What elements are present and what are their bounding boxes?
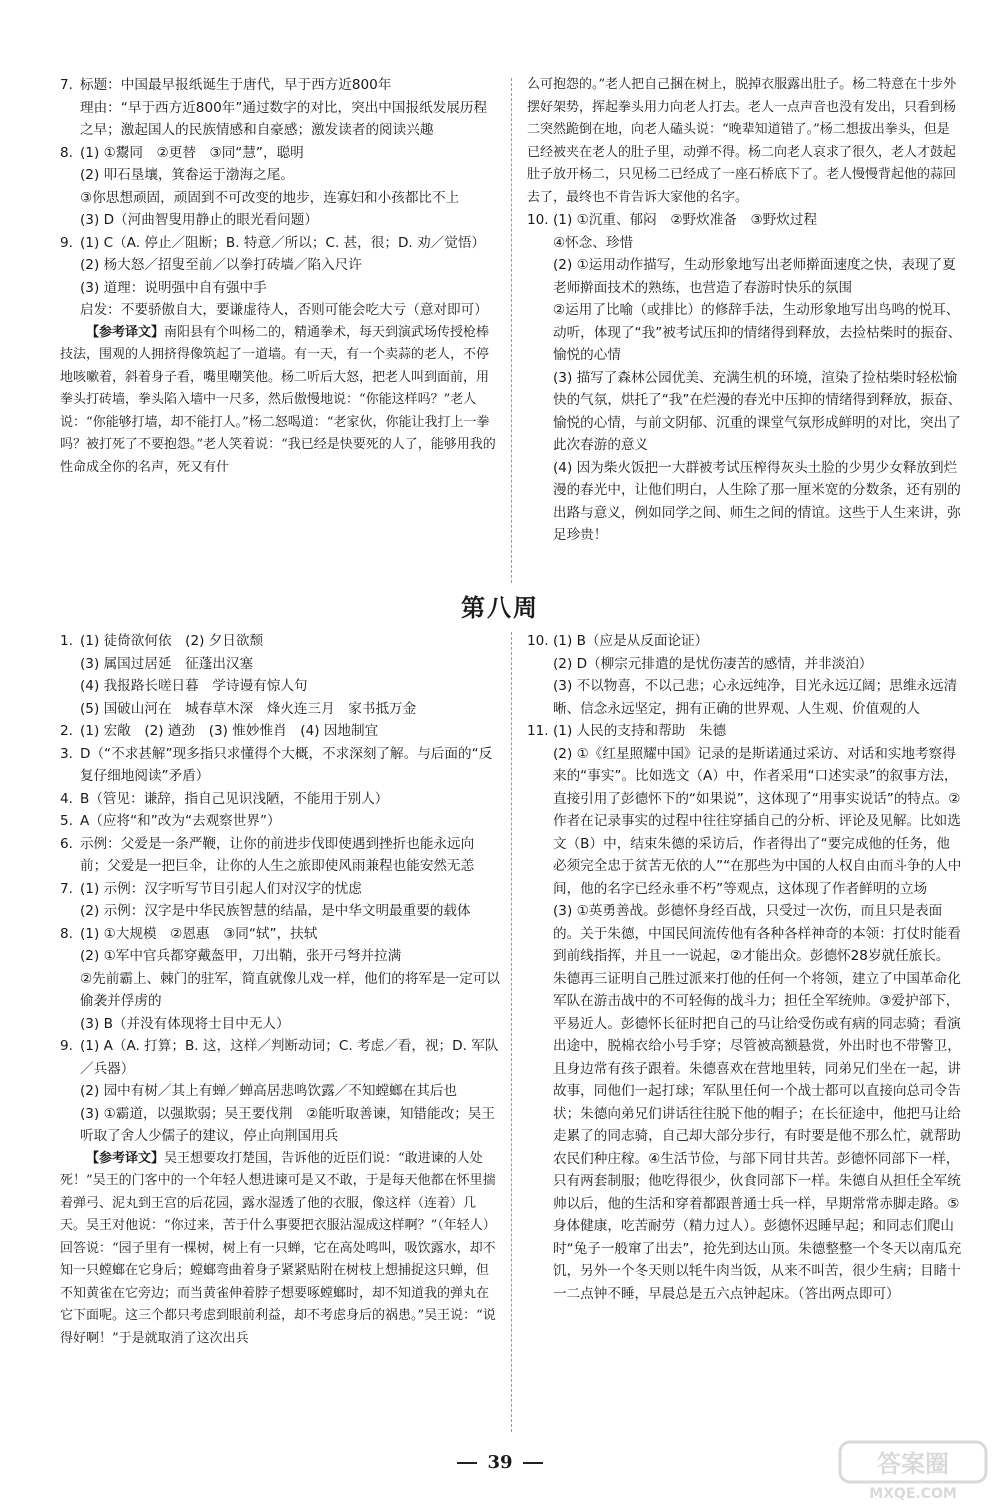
answer-1 bbox=[60, 630, 500, 720]
answer-line: (3) B（并没有体现将士目中无人） bbox=[80, 1015, 290, 1032]
answer-line: (1) 人民的支持和帮助 朱德 bbox=[553, 723, 727, 739]
answer-10 bbox=[527, 209, 962, 547]
answer-10 bbox=[527, 630, 962, 720]
translation-label: 【参考译文】 bbox=[86, 324, 165, 340]
answer-number: 4. bbox=[60, 790, 73, 807]
bottom-right-column bbox=[527, 630, 962, 1305]
answer-line: (3) ①英勇善战。彭德怀身经百战，只受过一次伤，而且只是表面的。关于朱德，中国民间流传他有各种各样神奇的本领：打仗时能看到前线指挥，并且一一说起，②才能出众。彭德怀28岁就任旅长。朱德再三证明自己胜过派来打他的任何一个将领，建立了中国革命化军队在游击战中的不可轻侮的战斗力；担任全军统帅。③爱护部下，平易近人。彭德怀长征时把自己的马让给受伤或有病的同志骑；看演出途中，脱棉衣给小号手穿；尽管被高额悬赏，外出时也不带警卫，且身边常有孩子跟着。朱德喜欢在营地里转，同弟兄们坐在一起，讲故事，同他们一起打球；军队里任何一个战士都可以直接向总司令告状；朱德向弟兄们讲话往往脱下他的帽子；在长征途中，他把马让给走累了的同志骑，自己却大部分步行，有时要是他不那么忙，就帮助农民们种庄稼。④生活节俭，与部下同甘共苦。彭德怀同部下一样，只有两套制服；他吃得很少，伙食同部下一样。朱德自从担任全军统帅以后，他的生活和穿着都跟普通士兵一样，早期常常赤脚走路。⑤身体健康，吃苦耐劳（精力过人）。彭德怀迟睡早起；和同志们爬山时“兔子一般窜了出去”，抢先到达山顶。朱德整整一个冬天以南瓜充饥，另外一个冬天则以牦牛肉当饭，从来不叫苦，很少生病；目睹十一二点钟不睡，早晨总是五六点钟起床。（答出两点即可） bbox=[553, 903, 962, 1302]
bottom-left-column bbox=[60, 630, 500, 1350]
answer-line: (1) ①沉重、郁闷 ②野炊准备 ③野炊过程 bbox=[553, 212, 818, 228]
answer-line: (1) C（A. 停止／阻断；B. 特意／所以；C. 甚，很；D. 劝／觉悟） bbox=[80, 234, 486, 251]
answer-number: 3. bbox=[60, 745, 73, 762]
answer-9 bbox=[60, 1035, 500, 1148]
answer-number: 6. bbox=[60, 835, 73, 852]
answer-number: 2. bbox=[60, 723, 73, 739]
answer-line: (1) ①鬻同 ②更替 ③同“慧”，聪明 bbox=[80, 144, 304, 161]
answer-line: (2) 示例：汉字是中华民族智慧的结晶，是中华文明最重要的载体 bbox=[80, 903, 471, 919]
translation-label: 【参考译文】 bbox=[86, 1150, 165, 1166]
answer-line: B（管见：谦辞，指自己见识浅陋，不能用于别人） bbox=[80, 790, 389, 807]
page-number-dash bbox=[523, 1462, 543, 1464]
answer-8 bbox=[60, 923, 500, 1036]
answer-number: 10. bbox=[527, 212, 549, 228]
answer-line: ③你思想顽固，顽固到不可改变的地步，连寡妇和小孩都比不上 bbox=[80, 189, 460, 206]
translation-text: 南阳县有个叫杨二的，精通拳术，每天到演武场传授枪棒技法，围观的人拥挤得像筑起了一道墙。有一天，有一个卖蒜的老人，不停地咳嗽着，斜着身子看，嘴里嘲笑他。杨二听后大怒，把老人叫到面前，用拳头打砖墙，拳头陷入墙中一尺多，然后傲慢地说：“你能这样吗？”老人说：“你能够打墙，却不能打人。”杨二怒喝道：“老家伙，你能让我打上一拳吗？被打死了不要抱怨。”老人笑着说：“我已经是快要死的人了，能够用我的性命成全你的名声，死又有什 bbox=[60, 324, 496, 475]
answer-number: 8. bbox=[60, 144, 73, 161]
answer-line: (4) 我报路长嗟日暮 学诗谩有惊人句 bbox=[80, 678, 308, 694]
answer-line: (3) ①霸道，以强欺弱；吴王要伐荆 ②能听取善谏，知错能改；吴王听取了舍人少儒子的建议，停止向荆国用兵 bbox=[80, 1105, 495, 1144]
answer-line: ④怀念、珍惜 bbox=[553, 234, 634, 251]
answer-11 bbox=[527, 720, 962, 1305]
page-number-value: 39 bbox=[487, 1452, 513, 1473]
answer-line: 理由：“早于西方近800年”通过数字的对比，突出中国报纸发展历程之早；激起国人的民族情感和自豪感；激发读者的阅读兴趣 bbox=[80, 99, 488, 138]
answer-line: (3) 描写了森林公园优美、充满生机的环境，渲染了捡枯柴时轻松愉快的气氛，烘托了“我”在烂漫的春光中压抑的情绪得到释放，振奋、愉悦的心情，与前文阴郁、沉重的课堂气氛形成鲜明的对比，突出了此次春游的意义 bbox=[553, 369, 962, 453]
page-number-dash bbox=[457, 1462, 477, 1464]
answer-number: 10. bbox=[527, 633, 549, 649]
section-title: 第八周 bbox=[461, 593, 539, 622]
top-left-column bbox=[60, 74, 500, 479]
answer-line: (1) 宏敞 (2) 遒劲 (3) 惟妙惟肖 (4) 因地制宜 bbox=[80, 723, 379, 739]
answer-line: D（“不求甚解”现多指只求懂得个大概，不求深刻了解。与后面的“反复仔细地阅读”矛盾） bbox=[80, 745, 493, 784]
answer-line: (1) 徒倚欲何依 (2) 夕日欲颓 bbox=[80, 633, 264, 649]
answer-7 bbox=[60, 74, 500, 142]
answer-number: 5. bbox=[60, 813, 73, 829]
answer-7 bbox=[60, 878, 500, 923]
answer-number: 11. bbox=[527, 723, 549, 739]
answer-line: (5) 国破山河在 城春草木深 烽火连三月 家书抵万金 bbox=[80, 700, 417, 717]
answer-number: 8. bbox=[60, 925, 73, 942]
answer-line: (2) 园中有树／其上有蝉／蝉高居悲鸣饮露／不知螳螂在其后也 bbox=[80, 1083, 458, 1099]
answer-line: (3) D（河曲智叟用静止的眼光看问题） bbox=[80, 212, 318, 228]
answer-number: 7. bbox=[60, 77, 73, 93]
answer-4 bbox=[60, 788, 500, 811]
watermark-logo bbox=[838, 1440, 988, 1502]
answer-number: 9. bbox=[60, 1038, 73, 1054]
answer-5 bbox=[60, 810, 500, 833]
answer-line: 启发：不要骄傲自大，要谦虚待人，否则可能会吃大亏（意对即可） bbox=[80, 302, 488, 318]
column-divider bbox=[511, 78, 512, 583]
answer-number: 7. bbox=[60, 880, 73, 897]
answer-line: A（应将“和”改为“去观察世界”） bbox=[80, 813, 281, 829]
answer-number: 9. bbox=[60, 234, 73, 251]
answer-line: (2) 杨大怒／招叟至前／以拳打砖墙／陷入尺许 bbox=[80, 257, 362, 273]
translation-text: 吴王想要攻打楚国，告诉他的近臣们说：“敢进谏的人处死！”吴王的门客中的一个年轻人想进谏可是又不敢，于是每天他都在怀里揣着弹弓、泥丸到王宫的后花园，露水湿透了他的衣服，像这样（连着）几天。吴王对他说：“你过来，苦于什么事要把衣服沾湿成这样啊？”（年轻人）回答说：“园子里有一棵树，树上有一只蝉，它在高处鸣叫，吸饮露水，却不知一只螳螂在它身后；螳螂弯曲着身子紧紧贴附在树枝上想捕捉这只蝉，但不知黄雀在它旁边；而当黄雀伸着脖子想要啄螳螂时，却不知道我的弹丸在它下面呢。这三个都只考虑到眼前利益，却不考虑身后的祸患。”吴王说：“说得好啊！”于是就取消了这次出兵 bbox=[60, 1150, 496, 1346]
answer-line: 示例：父爱是一条严鞭，让你的前进步伐即使遇到挫折也能永远向前；父爱是一把巨伞，让你的人生之旅即使风雨兼程也能安然无恙 bbox=[80, 835, 475, 874]
reference-translation bbox=[60, 322, 500, 480]
top-right-column bbox=[527, 74, 962, 547]
answer-line: (2) D（柳宗元排遣的是忧伤凄苦的感情，并非淡泊） bbox=[553, 655, 873, 672]
answer-line: ②先前霸上、棘门的驻军，简直就像儿戏一样，他们的将军是一定可以偷袭并俘虏的 bbox=[80, 970, 500, 1009]
answer-line: (1) ①大规模 ②恩惠 ③同“轼”，扶轼 bbox=[80, 925, 318, 942]
svg-text:MXQE.COM: MXQE.COM bbox=[869, 1486, 957, 1502]
answer-line: (3) 不以物喜，不以己悲；心永远纯净，目光永远辽阔；思维永远清晰、信念永远坚定，拥有正确的世界观、人生观、价值观的人 bbox=[553, 678, 958, 717]
translation-continued: 么可抱怨的。”老人把自己捆在树上，脱掉衣服露出肚子。杨二特意在十步外摆好架势，挥起拳头用力向老人打去。老人一点声音也没有发出，只看到杨二突然跪倒在地，向老人磕头说：“晚辈知道错了。”杨二想拔出拳头，但是已经被夹在老人的肚子里，动弹不得。杨二向老人哀求了很久，老人才鼓起肚子放开杨二，只见杨二已经成了一座石桥底下了。老人慢慢背起他的蒜回去了，最终也不肯告诉大家他的名字。 bbox=[527, 77, 957, 205]
answer-3 bbox=[60, 743, 500, 788]
answer-line: (2) ①运用动作描写，生动形象地写出老师擀面速度之快，表现了夏老师擀面技术的熟练，也营造了春游时快乐的氛围 bbox=[553, 257, 956, 296]
answer-8 bbox=[60, 142, 500, 232]
answer-line: (1) B（应是从反面论证） bbox=[553, 633, 709, 649]
answer-line: (2) 叩石垦壤，箕畚运于渤海之尾。 bbox=[80, 167, 294, 183]
answer-line: (3) 道理：说明强中自有强中手 bbox=[80, 279, 267, 296]
answer-9 bbox=[60, 232, 500, 322]
svg-text:答案圈: 答案圈 bbox=[877, 1450, 949, 1478]
answer-line: (1) A（A. 打算；B. 这，这样／判断动词；C. 考虑／看，视；D. 军队／兵器） bbox=[80, 1038, 499, 1077]
answer-line: (2) ①军中官兵都穿戴盔甲，刀出鞘，张开弓弩并拉满 bbox=[80, 948, 402, 964]
answer-line: ②运用了比喻（或排比）的修辞手法，生动形象地写出鸟鸣的悦耳、动听，体现了“我”被考试压抑的情绪得到释放，去捡枯柴时的振奋、愉悦的心情 bbox=[553, 302, 962, 363]
answer-line: (1) 示例：汉字听写节目引起人们对汉字的忧虑 bbox=[80, 880, 362, 897]
answer-6 bbox=[60, 833, 500, 878]
reference-translation bbox=[60, 1148, 500, 1351]
answer-2 bbox=[60, 720, 500, 743]
answer-line: (3) 属国过居延 征蓬出汉塞 bbox=[80, 655, 254, 672]
answer-number: 1. bbox=[60, 633, 73, 649]
answer-line: 标题：中国最早报纸诞生于唐代，早于西方近800年 bbox=[80, 77, 392, 93]
column-divider bbox=[511, 632, 512, 1432]
answer-line: (4) 因为柴火饭把一大群被考试压榨得灰头土脸的少男少女释放到烂漫的春光中，让他们明白，人生除了那一厘米宽的分数条，还有别的出路与意义，例如同学之间、师生之间的情谊。这些于人生来讲，弥足珍贵！ bbox=[553, 459, 961, 543]
answer-line: (2) ①《红星照耀中国》记录的是斯诺通过采访、对话和实地考察得来的“事实”。比如选文（A）中，作者采用“口述实录”的叙事方法，直接引用了彭德怀下的“如果说”，这体现了“用事实说话”的特点。②作者在记录事实的过程中往往穿插自己的分析、评论及见解。比如选文（B）中，结束朱德的采访后，作者得出了“要完成他的任务，他必须完全忠于贫苦无依的人”“在那些为中国的人权自由而斗争的人中间，他的名字已经永垂不朽”等观点，这体现了作者鲜明的立场 bbox=[553, 745, 962, 897]
